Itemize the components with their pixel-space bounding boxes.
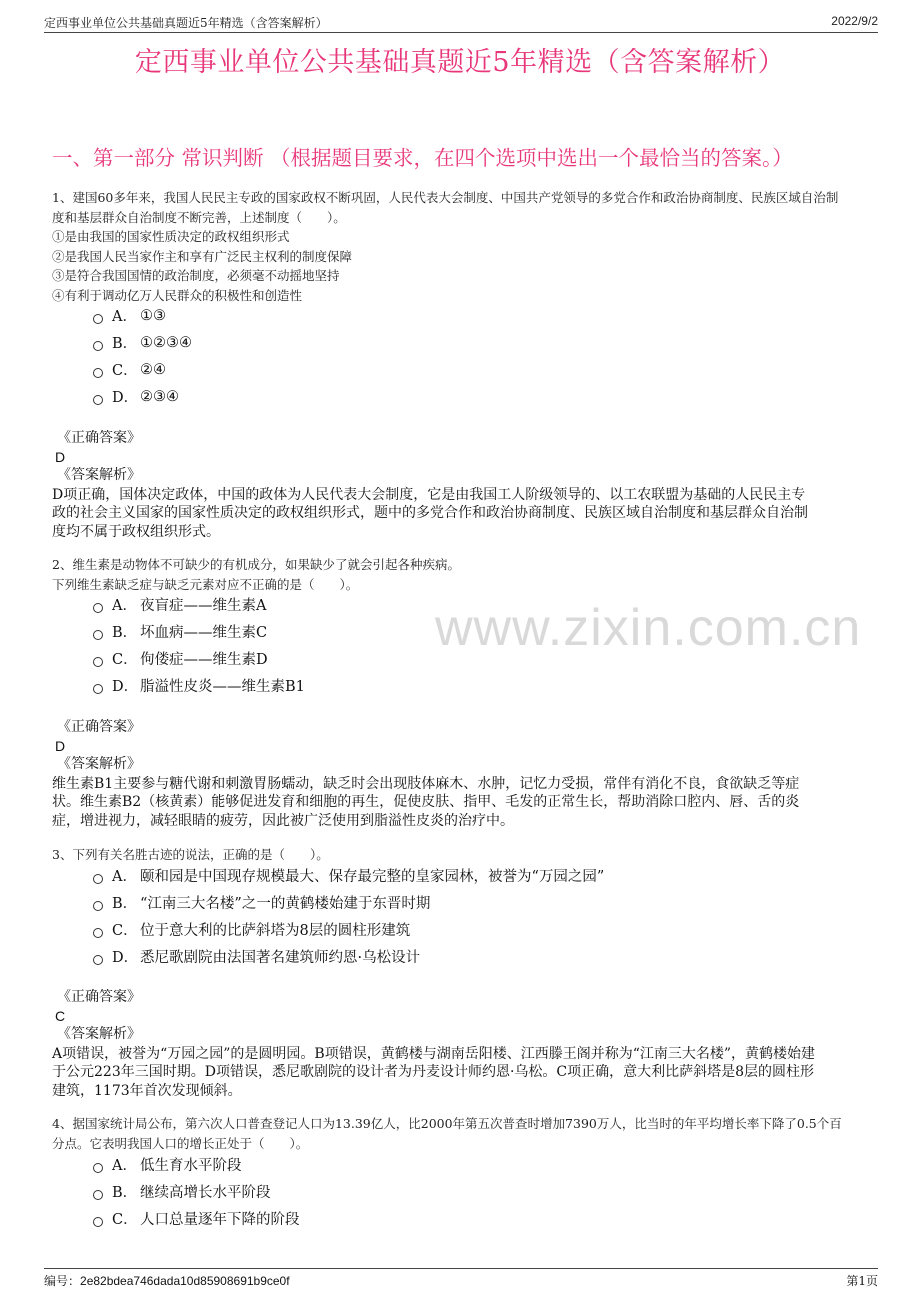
header-date: 2022/9/2 [831,14,878,28]
question-line: 度和基层群众自治制度不断完善，上述制度（ ）。 [52,209,346,225]
question-3-options [93,862,604,970]
answer-label: 《正确答案》 [57,989,141,1005]
question-3-answer [52,988,870,1100]
radio-button[interactable] [93,684,103,694]
analysis-text: A项错误，被誉为“万园之园”的是圆明园。B项错误，黄鹤楼与湖南岳阳楼、江西滕王阁并称为“江南三大名楼”，黄鹤楼始建 于公元223年三国时期。D项错误，悉尼歌剧院的设计者为丹麦设计师约恩·乌松。C项正确，意大利比萨斜塔是8层的圆柱形 建筑，1173年首次发现倾斜。 [52,1045,816,1099]
question-line: 1、建国60多年来，我国人民民主专政的国家政权不断巩固，人民代表大会制度、中国共产党领导的多党合作和政治协商制度、民族区域自治制 [52,190,839,205]
radio-button[interactable] [93,314,103,324]
question-2-stem [52,555,870,594]
radio-button[interactable] [93,657,103,667]
radio-button[interactable] [93,1163,103,1173]
radio-button[interactable] [93,341,103,351]
radio-button[interactable] [93,1217,103,1227]
question-line: ①是由我国的国家性质决定的政权组织形式 [52,229,290,244]
option-b[interactable]: B． “江南三大名楼”之一的黄鹤楼始建于东晋时期 [93,889,604,916]
option-c[interactable]: C． ②④ [93,356,192,383]
page-footer [44,1268,878,1288]
question-1-stem [52,188,870,305]
question-line: 3、下列有关名胜古迹的说法，正确的是（ ）。 [52,847,329,862]
question-1-options [93,302,192,410]
option-d[interactable]: D． ②③④ [93,383,192,410]
page-title: 定西事业单位公共基础真题近5年精选（含答案解析） [134,47,786,78]
option-c[interactable]: C． 佝偻症——维生素D [93,645,305,672]
option-a[interactable]: A． 颐和园是中国现存规模最大、保存最完整的皇家园林，被誉为“万园之园” [93,862,604,889]
question-4-stem [52,1114,870,1153]
page-number: 第1页 [846,1274,878,1288]
question-1-answer [52,429,870,541]
analysis-label: 《答案解析》 [57,467,141,483]
option-a[interactable]: A． ①③ [93,302,192,329]
radio-button[interactable] [93,368,103,378]
answer-value: C [55,1007,66,1024]
analysis-text: 维生素B1主要参与糖代谢和刺激胃肠蠕动，缺乏时会出现肢体麻木、水肿，记忆力受损，常伴有消化不良，食欲缺乏等症 状。维生素B2（核黄素）能够促进发育和细胞的再生，促使皮肤、指甲、毛发的正常生长，帮助消除口腔内、唇、舌的炎 症，增进视力，减轻眼睛的疲劳，因此被广泛使用到脂溢性皮炎的治疗中。 [52,775,800,829]
watermark: www.zixin.com.cn [435,599,862,657]
radio-button[interactable] [93,1190,103,1200]
page-header [44,14,878,33]
option-c[interactable]: C． 位于意大利的比萨斜塔为8层的圆柱形建筑 [93,916,604,943]
question-line: 2、维生素是动物体不可缺少的有机成分，如果缺少了就会引起各种疾病。 [52,557,460,572]
option-b[interactable]: B． 继续高增长水平阶段 [93,1178,300,1205]
analysis-text: D项正确，国体决定政体，中国的政体为人民代表大会制度，它是由我国工人阶级领导的、以工农联盟为基础的人民民主专 政的社会主义国家的国家性质决定的政权组织形式，题中的多党合作和政治协商制度、民族区域自治制度和基层群众自治制 度均不属于政权组织形式。 [52,486,808,540]
section-heading: 一、第一部分 常识判断 （根据题目要求，在四个选项中选出一个最恰当的答案。） [52,146,793,170]
radio-button[interactable] [93,901,103,911]
answer-label: 《正确答案》 [57,430,141,446]
option-b[interactable]: B． 坏血病——维生素C [93,618,305,645]
analysis-label: 《答案解析》 [57,1026,141,1042]
footer-code: 编号：2e82bdea746dada10d85908691b9ce0f [44,1274,290,1288]
question-2-answer [52,718,870,830]
radio-button[interactable] [93,630,103,640]
radio-button[interactable] [93,928,103,938]
option-d[interactable]: D． 脂溢性皮炎——维生素B1 [93,672,305,699]
analysis-label: 《答案解析》 [57,756,141,772]
radio-button[interactable] [93,603,103,613]
option-a[interactable]: A． 低生育水平阶段 [93,1151,300,1178]
radio-button[interactable] [93,955,103,965]
option-d[interactable]: D． 悉尼歌剧院由法国著名建筑师约恩·乌松设计 [93,943,604,970]
question-line: ③是符合我国国情的政治制度，必须毫不动摇地坚持 [52,268,340,283]
question-line: ④有利于调动亿万人民群众的积极性和创造性 [52,287,303,303]
question-line: 下列维生素缺乏症与缺乏元素对应不正确的是（ ）。 [52,576,359,592]
question-line: 分点。它表明我国人口的增长正处于（ ）。 [52,1135,309,1151]
question-4-options [93,1151,300,1232]
question-2-options [93,591,305,699]
option-b[interactable]: B． ①②③④ [93,329,192,356]
radio-button[interactable] [93,395,103,405]
option-a[interactable]: A． 夜盲症——维生素A [93,591,305,618]
answer-value: D [55,737,66,754]
option-c[interactable]: C． 人口总量逐年下降的阶段 [93,1205,300,1232]
answer-value: D [55,448,66,465]
answer-label: 《正确答案》 [57,719,141,735]
question-line: ②是我国人民当家作主和享有广泛民主权利的制度保障 [52,248,353,264]
question-line: 4、据国家统计局公布，第六次人口普查登记人口为13.39亿人，比2000年第五次普查时增加7390万人，比当时的年平均增长率下降了0.5个百 [52,1116,842,1131]
radio-button[interactable] [93,874,103,884]
header-doc-title: 定西事业单位公共基础真题近5年精选（含答案解析） [44,16,328,30]
